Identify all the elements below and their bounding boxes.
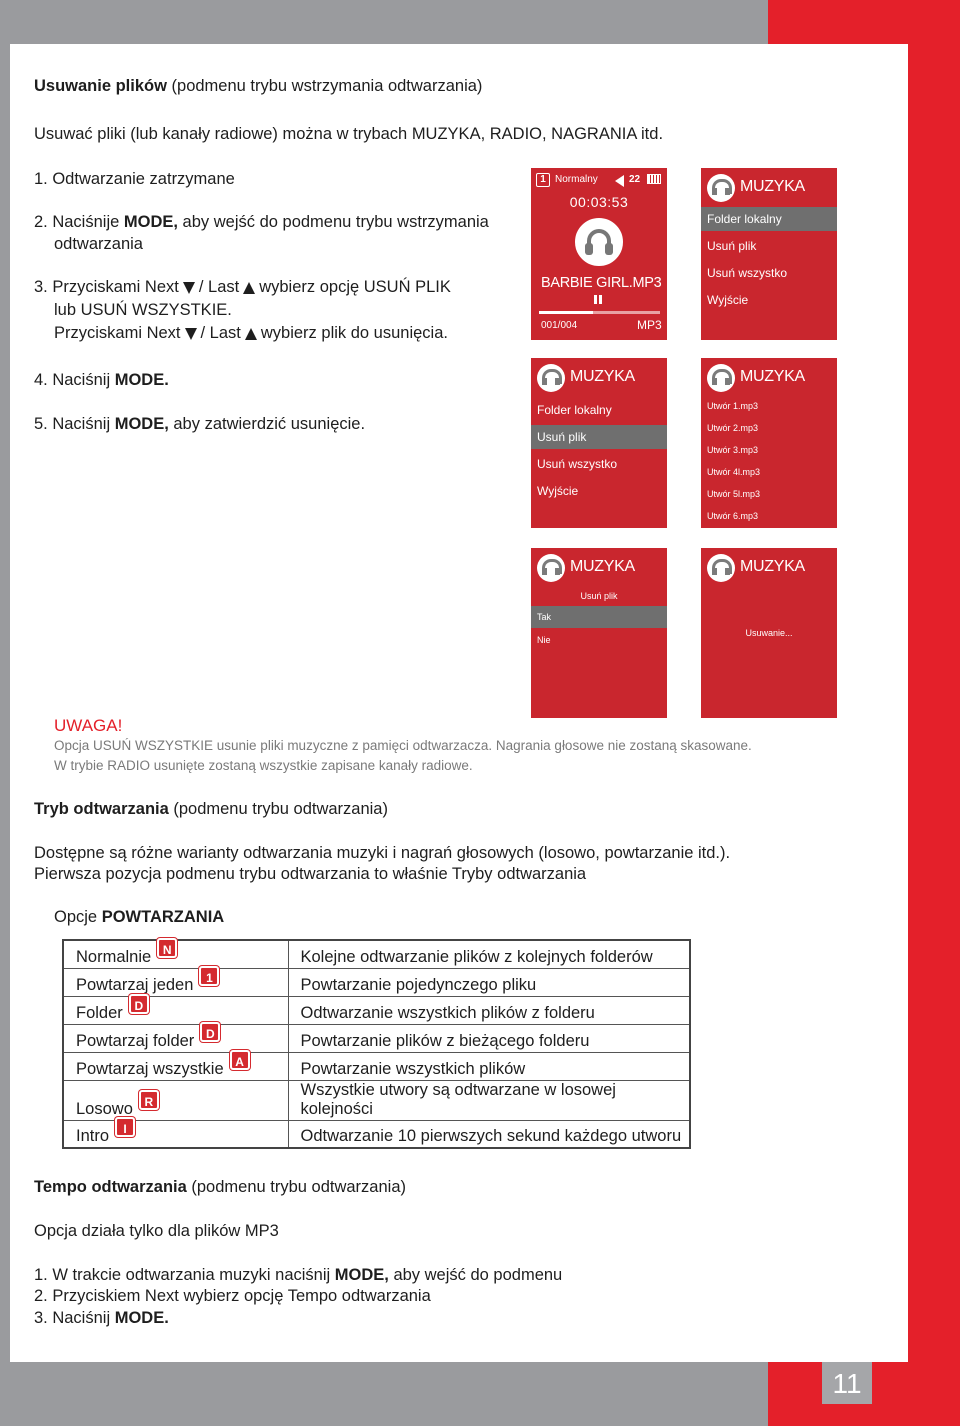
tempo-step-1 [34, 1265, 562, 1285]
deleting-status: Usuwanie... [745, 628, 793, 638]
step-3-files [54, 323, 448, 343]
delete-intro: Usuwać pliki (lub kanały radiowe) można w trybach MUZYKA, RADIO, NAGRANIA itd. [34, 125, 664, 143]
step-5-a: 5. Naciśnij [34, 415, 115, 433]
progress-track [539, 311, 660, 314]
table-row [63, 996, 690, 1024]
step-3-f: / Last [200, 324, 241, 342]
mode-icon: R [139, 1090, 159, 1110]
warning-line-2: W trybie RADIO usunięte zostaną wszystkie zapisane kanały radiowe. [54, 758, 473, 773]
table-row [63, 1024, 690, 1052]
mode-name-cell [63, 968, 288, 996]
repeat-mode-icon: 1 [536, 173, 550, 187]
mode-description: Wszystkie utwory są odtwarzane w losowej kolejności [288, 1080, 690, 1120]
menu-item-delete-all: Usuń wszystko [707, 266, 788, 280]
track-title: BARBIE GIRL.MP3 [541, 275, 662, 291]
mode-description: Odtwarzanie wszystkich plików z folderu [288, 996, 690, 1024]
headphones-icon [707, 174, 735, 202]
headphones-icon [537, 554, 565, 582]
screen-title: MUZYKA [570, 368, 635, 385]
track-item: Utwór 5l.mp3 [707, 489, 761, 499]
tempo-step-3-a: 3. Naciśnij [34, 1309, 115, 1327]
confirm-screen [531, 548, 667, 718]
mode-icon: 1 [199, 966, 219, 986]
step-2 [34, 212, 489, 232]
screen-header [707, 174, 831, 204]
playmode-line-2: Pierwsza pozycja podmenu trybu odtwarzania to właśnie Tryby odtwarzania [34, 865, 587, 883]
step-4-a: 4. Naciśnij [34, 371, 115, 389]
step-5-mode: MODE, [114, 415, 169, 433]
mode-name: Powtarzaj jeden [76, 975, 194, 994]
mode-name-cell [63, 1024, 288, 1052]
step-1: 1. Odtwarzanie zatrzymane [34, 170, 235, 188]
play-time: 00:03:53 [569, 194, 629, 210]
menu-screen-delete [531, 358, 667, 528]
table-row [63, 1080, 690, 1120]
menu-item-exit: Wyjście [707, 293, 749, 307]
pause-icon [594, 295, 597, 304]
mode-description: Powtarzanie pojedynczego pliku [288, 968, 690, 996]
mode-name-cell [63, 996, 288, 1024]
progress-fill [539, 311, 593, 314]
screen-header [707, 554, 831, 584]
player-screen [531, 168, 667, 340]
playback-modes-table [62, 939, 691, 1149]
menu-item-folder: Folder lokalny [537, 403, 612, 417]
step-4 [34, 370, 169, 390]
title-bold: Tryb odtwarzania [34, 800, 169, 818]
step-2-cont: odtwarzania [54, 235, 143, 253]
track-item: Utwór 4l.mp3 [707, 467, 761, 477]
mode-description: Odtwarzanie 10 pierwszych sekund każdego utworu [288, 1120, 690, 1148]
confirm-question: Usuń plik [580, 591, 618, 601]
playmode-line-1: Dostępne są różne warianty odtwarzania muzyki i nagrań głosowych (losowo, powtarzanie itd.). [34, 844, 731, 862]
mode-icon: N [157, 938, 177, 958]
menu-item-delete-all: Usuń wszystko [537, 457, 618, 471]
last-arrow-icon [245, 328, 257, 340]
menu-item-delete-file: Usuń plik [531, 425, 667, 449]
step-3-g: wybierz plik do usunięcia. [260, 324, 448, 342]
mode-name: Powtarzaj folder [76, 1031, 195, 1050]
mode-name: Folder [76, 1003, 123, 1022]
mode-description: Powtarzanie wszystkich plików [288, 1052, 690, 1080]
side-red-band [908, 44, 960, 1362]
step-2-a: 2. Naciśnije [34, 213, 124, 231]
repeat-options-label [54, 907, 224, 927]
title-bold: Usuwanie plików [34, 77, 167, 95]
confirm-yes: Tak [531, 606, 667, 628]
section-delete-title [34, 76, 482, 96]
menu-item-exit: Wyjście [537, 484, 579, 498]
tempo-step-2: 2. Przyciskiem Next wybierz opcję Tempo odtwarzania [34, 1287, 431, 1305]
tempo-step-1-mode: MODE, [334, 1266, 389, 1284]
play-mode-label: Normalny [555, 174, 598, 185]
headphones-icon [537, 364, 565, 392]
table-row [63, 940, 690, 968]
menu-screen-folder [701, 168, 837, 340]
screen-title: MUZYKA [740, 178, 805, 195]
screen-header [537, 364, 661, 394]
next-arrow-icon [183, 282, 195, 294]
title-rest: (podmenu trybu odtwarzania) [168, 800, 388, 818]
track-counter: 001/004 [541, 320, 578, 331]
last-arrow-icon [243, 282, 255, 294]
mode-description: Powtarzanie plików z bieżącego folderu [288, 1024, 690, 1052]
step-3-cont: lub USUŃ WSZYSTKIE. [54, 301, 232, 319]
mode-name: Powtarzaj wszystkie [76, 1059, 224, 1078]
page-number: 11 [822, 1362, 872, 1404]
track-list-screen [701, 358, 837, 528]
table-row [63, 968, 690, 996]
headphones-icon [707, 554, 735, 582]
screen-header [537, 554, 661, 584]
menu-item-folder: Folder lokalny [701, 207, 837, 231]
warning-line-1: Opcja USUŃ WSZYSTKIE usunie pliki muzyczne z pamięci odtwarzacza. Nagrania głosowe nie zostaną skasowane. [54, 738, 752, 753]
tempo-step-1-a: 1. W trakcie odtwarzania muzyki naciśnij [34, 1266, 335, 1284]
header-red-band [768, 0, 960, 44]
menu-item-delete-file: Usuń plik [707, 239, 757, 253]
step-2-c: aby wejść do podmenu trybu wstrzymania [177, 213, 489, 231]
step-2-mode: MODE, [123, 213, 178, 231]
section-tempo-title [34, 1177, 406, 1197]
options-b: POWTARZANIA [101, 908, 225, 926]
tempo-step-3-mode: MODE. [114, 1309, 169, 1327]
warning-title: UWAGA! [54, 716, 123, 735]
mode-name-cell [63, 940, 288, 968]
volume-level: 22 [629, 174, 641, 185]
mode-icon: D [129, 994, 149, 1014]
mode-name-cell [63, 1052, 288, 1080]
mode-icon: D [200, 1022, 220, 1042]
mode-name-cell [63, 1080, 288, 1120]
step-3 [34, 277, 451, 297]
mode-name-cell [63, 1120, 288, 1148]
step-4-mode: MODE. [114, 371, 169, 389]
tempo-step-3 [34, 1308, 169, 1328]
track-format: MP3 [637, 318, 662, 332]
mode-name: Losowo [76, 1099, 133, 1118]
tempo-line-1: Opcja działa tylko dla plików MP3 [34, 1222, 279, 1240]
mode-description: Kolejne odtwarzanie plików z kolejnych folderów [288, 940, 690, 968]
mode-icon: A [230, 1050, 250, 1070]
mode-name: Normalnie [76, 947, 152, 966]
mode-name: Intro [76, 1127, 110, 1145]
title-rest: (podmenu trybu odtwarzania) [186, 1178, 406, 1196]
options-a: Opcje [54, 908, 102, 926]
tempo-step-1-c: aby wejść do podmenu [388, 1266, 563, 1284]
track-item: Utwór 2.mp3 [707, 423, 759, 433]
step-5-c: aby zatwierdzić usunięcie. [168, 415, 366, 433]
step-3-b: / Last [198, 278, 240, 296]
deleting-screen [701, 548, 837, 718]
next-arrow-icon [185, 328, 197, 340]
section-playmode-title [34, 799, 388, 819]
headphones-icon [707, 364, 735, 392]
step-5 [34, 414, 365, 434]
headphones-icon [575, 218, 623, 266]
step-3-c: wybierz opcję USUŃ PLIK [259, 278, 451, 296]
confirm-no: Nie [537, 635, 551, 645]
title-rest: (podmenu trybu wstrzymania odtwarzania) [166, 77, 483, 95]
battery-icon [647, 174, 661, 184]
volume-icon [615, 175, 624, 187]
table-row [63, 1120, 690, 1148]
title-bold: Tempo odtwarzania [34, 1178, 187, 1196]
step-3-a: 3. Przyciskami Next [34, 278, 179, 296]
screen-title: MUZYKA [570, 558, 635, 575]
track-item: Utwór 6.mp3 [707, 511, 759, 521]
screen-title: MUZYKA [740, 368, 805, 385]
table-row [63, 1052, 690, 1080]
screen-header [707, 364, 831, 394]
step-3-e: Przyciskami Next [54, 324, 181, 342]
mode-icon: I [115, 1117, 135, 1137]
screen-title: MUZYKA [740, 558, 805, 575]
track-item: Utwór 1.mp3 [707, 401, 759, 411]
track-item: Utwór 3.mp3 [707, 445, 759, 455]
